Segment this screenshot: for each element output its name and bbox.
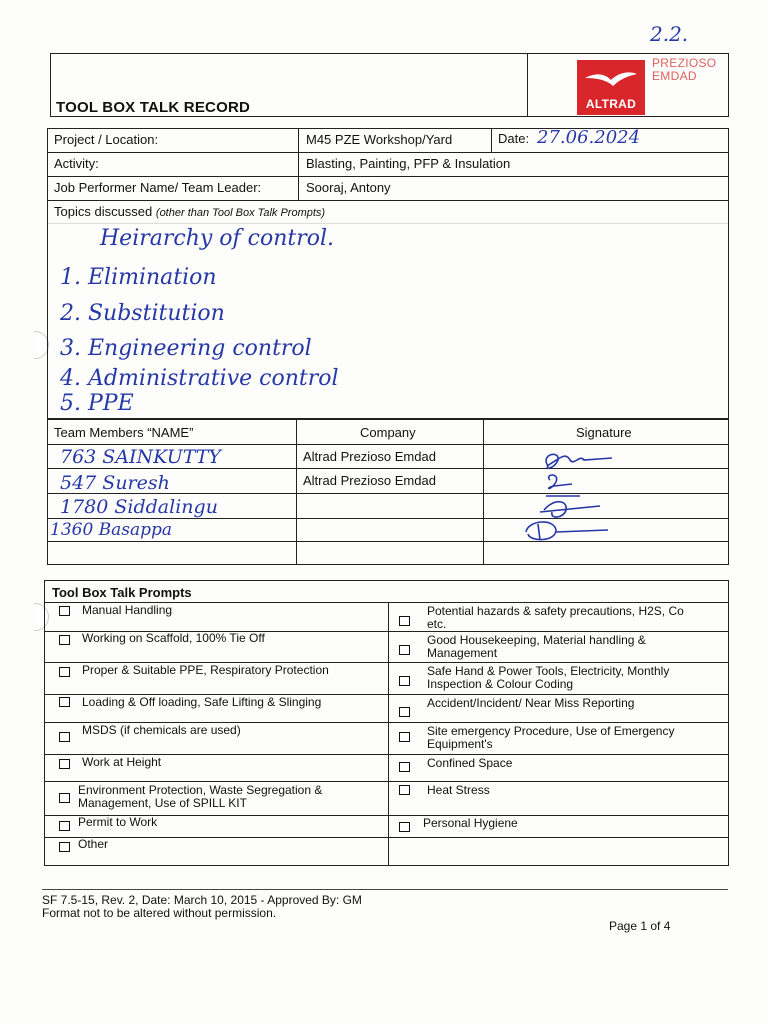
prompt-label: Good Housekeeping, Material handling & Management bbox=[427, 633, 646, 660]
member-company: Altrad Prezioso Emdad bbox=[303, 449, 436, 464]
topic-handwritten: 2. Substitution bbox=[60, 301, 225, 326]
footer-form-code: SF 7.5-15, Rev. 2, Date: March 10, 2015 - Approved By: GM bbox=[42, 893, 362, 907]
prompt-checkbox[interactable] bbox=[59, 667, 70, 677]
leader-row bbox=[47, 176, 729, 200]
prompt-checkbox[interactable] bbox=[399, 822, 410, 832]
prompt-checkbox[interactable] bbox=[59, 759, 70, 769]
project-label: Project / Location: bbox=[54, 132, 159, 147]
brand-name-line1: PREZIOSO bbox=[652, 56, 717, 70]
topic-handwritten: Heirarchy of control. bbox=[100, 226, 335, 251]
activity-row bbox=[47, 152, 729, 176]
prompt-checkbox[interactable] bbox=[59, 732, 70, 742]
prompt-checkbox[interactable] bbox=[59, 793, 70, 803]
prompt-checkbox[interactable] bbox=[399, 707, 410, 717]
member-name: 1780 Siddalingu bbox=[60, 496, 218, 518]
prompt-label: Site emergency Procedure, Use of Emergency Equipment's bbox=[427, 724, 675, 751]
date-value: 27.06.2024 bbox=[537, 127, 641, 148]
date-label: Date: bbox=[498, 131, 530, 146]
brand-name-line2: EMDAD bbox=[652, 69, 697, 83]
prompt-checkbox[interactable] bbox=[399, 645, 410, 655]
prompt-checkbox[interactable] bbox=[399, 732, 410, 742]
topic-handwritten: 1. Elimination bbox=[60, 265, 217, 290]
document-title: TOOL BOX TALK RECORD bbox=[56, 99, 251, 116]
header-divider bbox=[527, 53, 528, 117]
member-name: 1360 Basappa bbox=[50, 520, 173, 540]
signature-marks bbox=[520, 444, 620, 548]
topics-note: (other than Tool Box Talk Prompts) bbox=[155, 207, 326, 219]
bird-logo-icon bbox=[583, 68, 639, 90]
topic-handwritten: 5. PPE bbox=[60, 391, 134, 416]
leader-value: Sooraj, Antony bbox=[306, 180, 391, 195]
col-signature-header: Signature bbox=[576, 425, 632, 440]
prompt-checkbox[interactable] bbox=[59, 606, 70, 616]
activity-value: Blasting, Painting, PFP & Insulation bbox=[306, 156, 511, 171]
date-divider bbox=[491, 128, 492, 152]
topics-label bbox=[54, 204, 325, 219]
prompt-label: Heat Stress bbox=[427, 783, 490, 797]
topics-label-text: Topics discussed bbox=[54, 204, 153, 219]
prompt-label: Permit to Work bbox=[78, 815, 158, 829]
prompt-label: Potential hazards & safety precautions, H2S, Co etc. bbox=[427, 604, 684, 631]
prompt-label: Proper & Suitable PPE, Respiratory Protection bbox=[82, 663, 329, 677]
prompt-label: Accident/Incident/ Near Miss Reporting bbox=[427, 696, 635, 710]
project-value: M45 PZE Workshop/Yard bbox=[306, 132, 453, 147]
prompt-checkbox[interactable] bbox=[59, 635, 70, 645]
member-company: Altrad Prezioso Emdad bbox=[303, 473, 436, 488]
prompt-label: Manual Handling bbox=[82, 603, 173, 617]
prompt-checkbox[interactable] bbox=[59, 821, 70, 831]
prompt-checkbox[interactable] bbox=[59, 842, 70, 852]
prompt-label: Work at Height bbox=[82, 755, 162, 769]
prompt-checkbox[interactable] bbox=[399, 785, 410, 795]
prompts-title: Tool Box Talk Prompts bbox=[52, 585, 192, 600]
prompt-label: Other bbox=[78, 837, 109, 851]
footer-rule bbox=[42, 889, 728, 890]
prompt-label: Working on Scaffold, 100% Tie Off bbox=[82, 631, 265, 645]
prompt-label: Safe Hand & Power Tools, Electricity, Monthly Inspection & Colour Coding bbox=[427, 664, 670, 691]
leader-label: Job Performer Name/ Team Leader: bbox=[54, 180, 262, 195]
page-number: Page 1 of 4 bbox=[609, 919, 671, 933]
prompts-column-divider bbox=[388, 602, 389, 866]
topic-handwritten: 4. Administrative control bbox=[60, 366, 339, 391]
footer-note: Format not to be altered without permission. bbox=[42, 906, 277, 920]
prompt-checkbox[interactable] bbox=[399, 676, 410, 686]
logo-text: ALTRAD bbox=[585, 97, 637, 111]
prompt-label: Loading & Off loading, Safe Lifting & Slinging bbox=[82, 695, 322, 709]
member-name: 763 SAINKUTTY bbox=[60, 446, 221, 468]
activity-label: Activity: bbox=[54, 156, 99, 171]
prompt-label: MSDS (if chemicals are used) bbox=[82, 723, 241, 737]
altrad-logo bbox=[577, 60, 645, 115]
prompt-label: Personal Hygiene bbox=[423, 816, 518, 830]
prompt-checkbox[interactable] bbox=[399, 762, 410, 772]
topic-handwritten: 3. Engineering control bbox=[60, 336, 312, 361]
member-name: 547 Suresh bbox=[60, 472, 170, 494]
prompt-label: Confined Space bbox=[427, 756, 513, 770]
col-company-header: Company bbox=[360, 425, 416, 440]
prompt-checkbox[interactable] bbox=[59, 697, 70, 707]
handwritten-page-mark: 2.2. bbox=[650, 22, 689, 46]
col-name-header: Team Members “NAME” bbox=[54, 425, 194, 440]
prompt-checkbox[interactable] bbox=[399, 616, 410, 626]
prompt-label: Environment Protection, Waste Segregation & Management, Use of SPILL KIT bbox=[78, 783, 323, 810]
